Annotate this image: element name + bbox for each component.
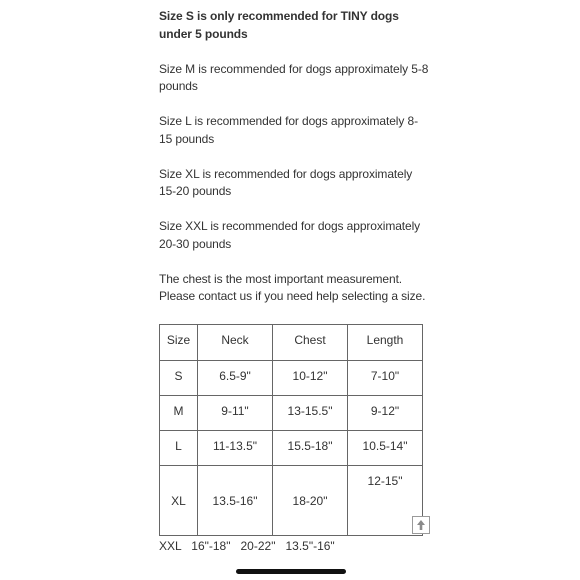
cell-chest: 13-15.5" bbox=[273, 396, 348, 431]
scroll-to-top-button[interactable] bbox=[412, 516, 430, 534]
cell-size: XL bbox=[160, 466, 198, 536]
header-chest: Chest bbox=[273, 325, 348, 361]
chest-measurement-note: The chest is the most important measurement. Please contact us if you need help selecting a size. bbox=[159, 271, 426, 303]
cell-neck: 6.5-9" bbox=[198, 361, 273, 396]
cell-chest: 10-12" bbox=[273, 361, 348, 396]
xxl-length: 13.5"-16" bbox=[285, 539, 335, 553]
cell-size: S bbox=[160, 361, 198, 396]
cell-chest: 18-20" bbox=[273, 466, 348, 536]
size-xl-note: Size XL is recommended for dogs approximately 15-20 pounds bbox=[159, 166, 413, 198]
size-m-note: Size M is recommended for dogs approximately 5-8 pounds bbox=[159, 61, 429, 93]
arrow-up-icon bbox=[415, 519, 427, 531]
header-neck: Neck bbox=[198, 325, 273, 361]
cell-neck: 13.5-16" bbox=[198, 466, 273, 536]
table-row bbox=[160, 396, 423, 431]
table-row bbox=[160, 466, 423, 536]
table-header-row bbox=[160, 325, 423, 361]
cell-neck: 11-13.5" bbox=[198, 431, 273, 466]
xxl-chest: 20-22" bbox=[240, 539, 276, 553]
table-row bbox=[160, 361, 423, 396]
cell-length: 9-12" bbox=[348, 396, 423, 431]
cell-chest: 15.5-18" bbox=[273, 431, 348, 466]
xxl-size: XXL bbox=[159, 539, 182, 553]
size-s-note: Size S is only recommended for TINY dogs under 5 pounds bbox=[159, 9, 399, 41]
header-length: Length bbox=[348, 325, 423, 361]
xxl-neck: 16"-18" bbox=[191, 539, 231, 553]
cell-length: 12-15" bbox=[348, 466, 423, 536]
xxl-overflow-row bbox=[159, 539, 335, 553]
home-indicator[interactable] bbox=[236, 569, 346, 574]
cell-neck: 9-11" bbox=[198, 396, 273, 431]
table-row bbox=[160, 431, 423, 466]
cell-size: M bbox=[160, 396, 198, 431]
cell-size: L bbox=[160, 431, 198, 466]
size-guide-text bbox=[159, 8, 429, 323]
cell-length: 7-10" bbox=[348, 361, 423, 396]
size-xxl-note: Size XXL is recommended for dogs approximately 20-30 pounds bbox=[159, 219, 421, 251]
size-chart-table bbox=[159, 324, 423, 536]
cell-length: 10.5-14" bbox=[348, 431, 423, 466]
size-l-note: Size L is recommended for dogs approximately 8-15 pounds bbox=[159, 114, 418, 146]
header-size: Size bbox=[160, 325, 198, 361]
